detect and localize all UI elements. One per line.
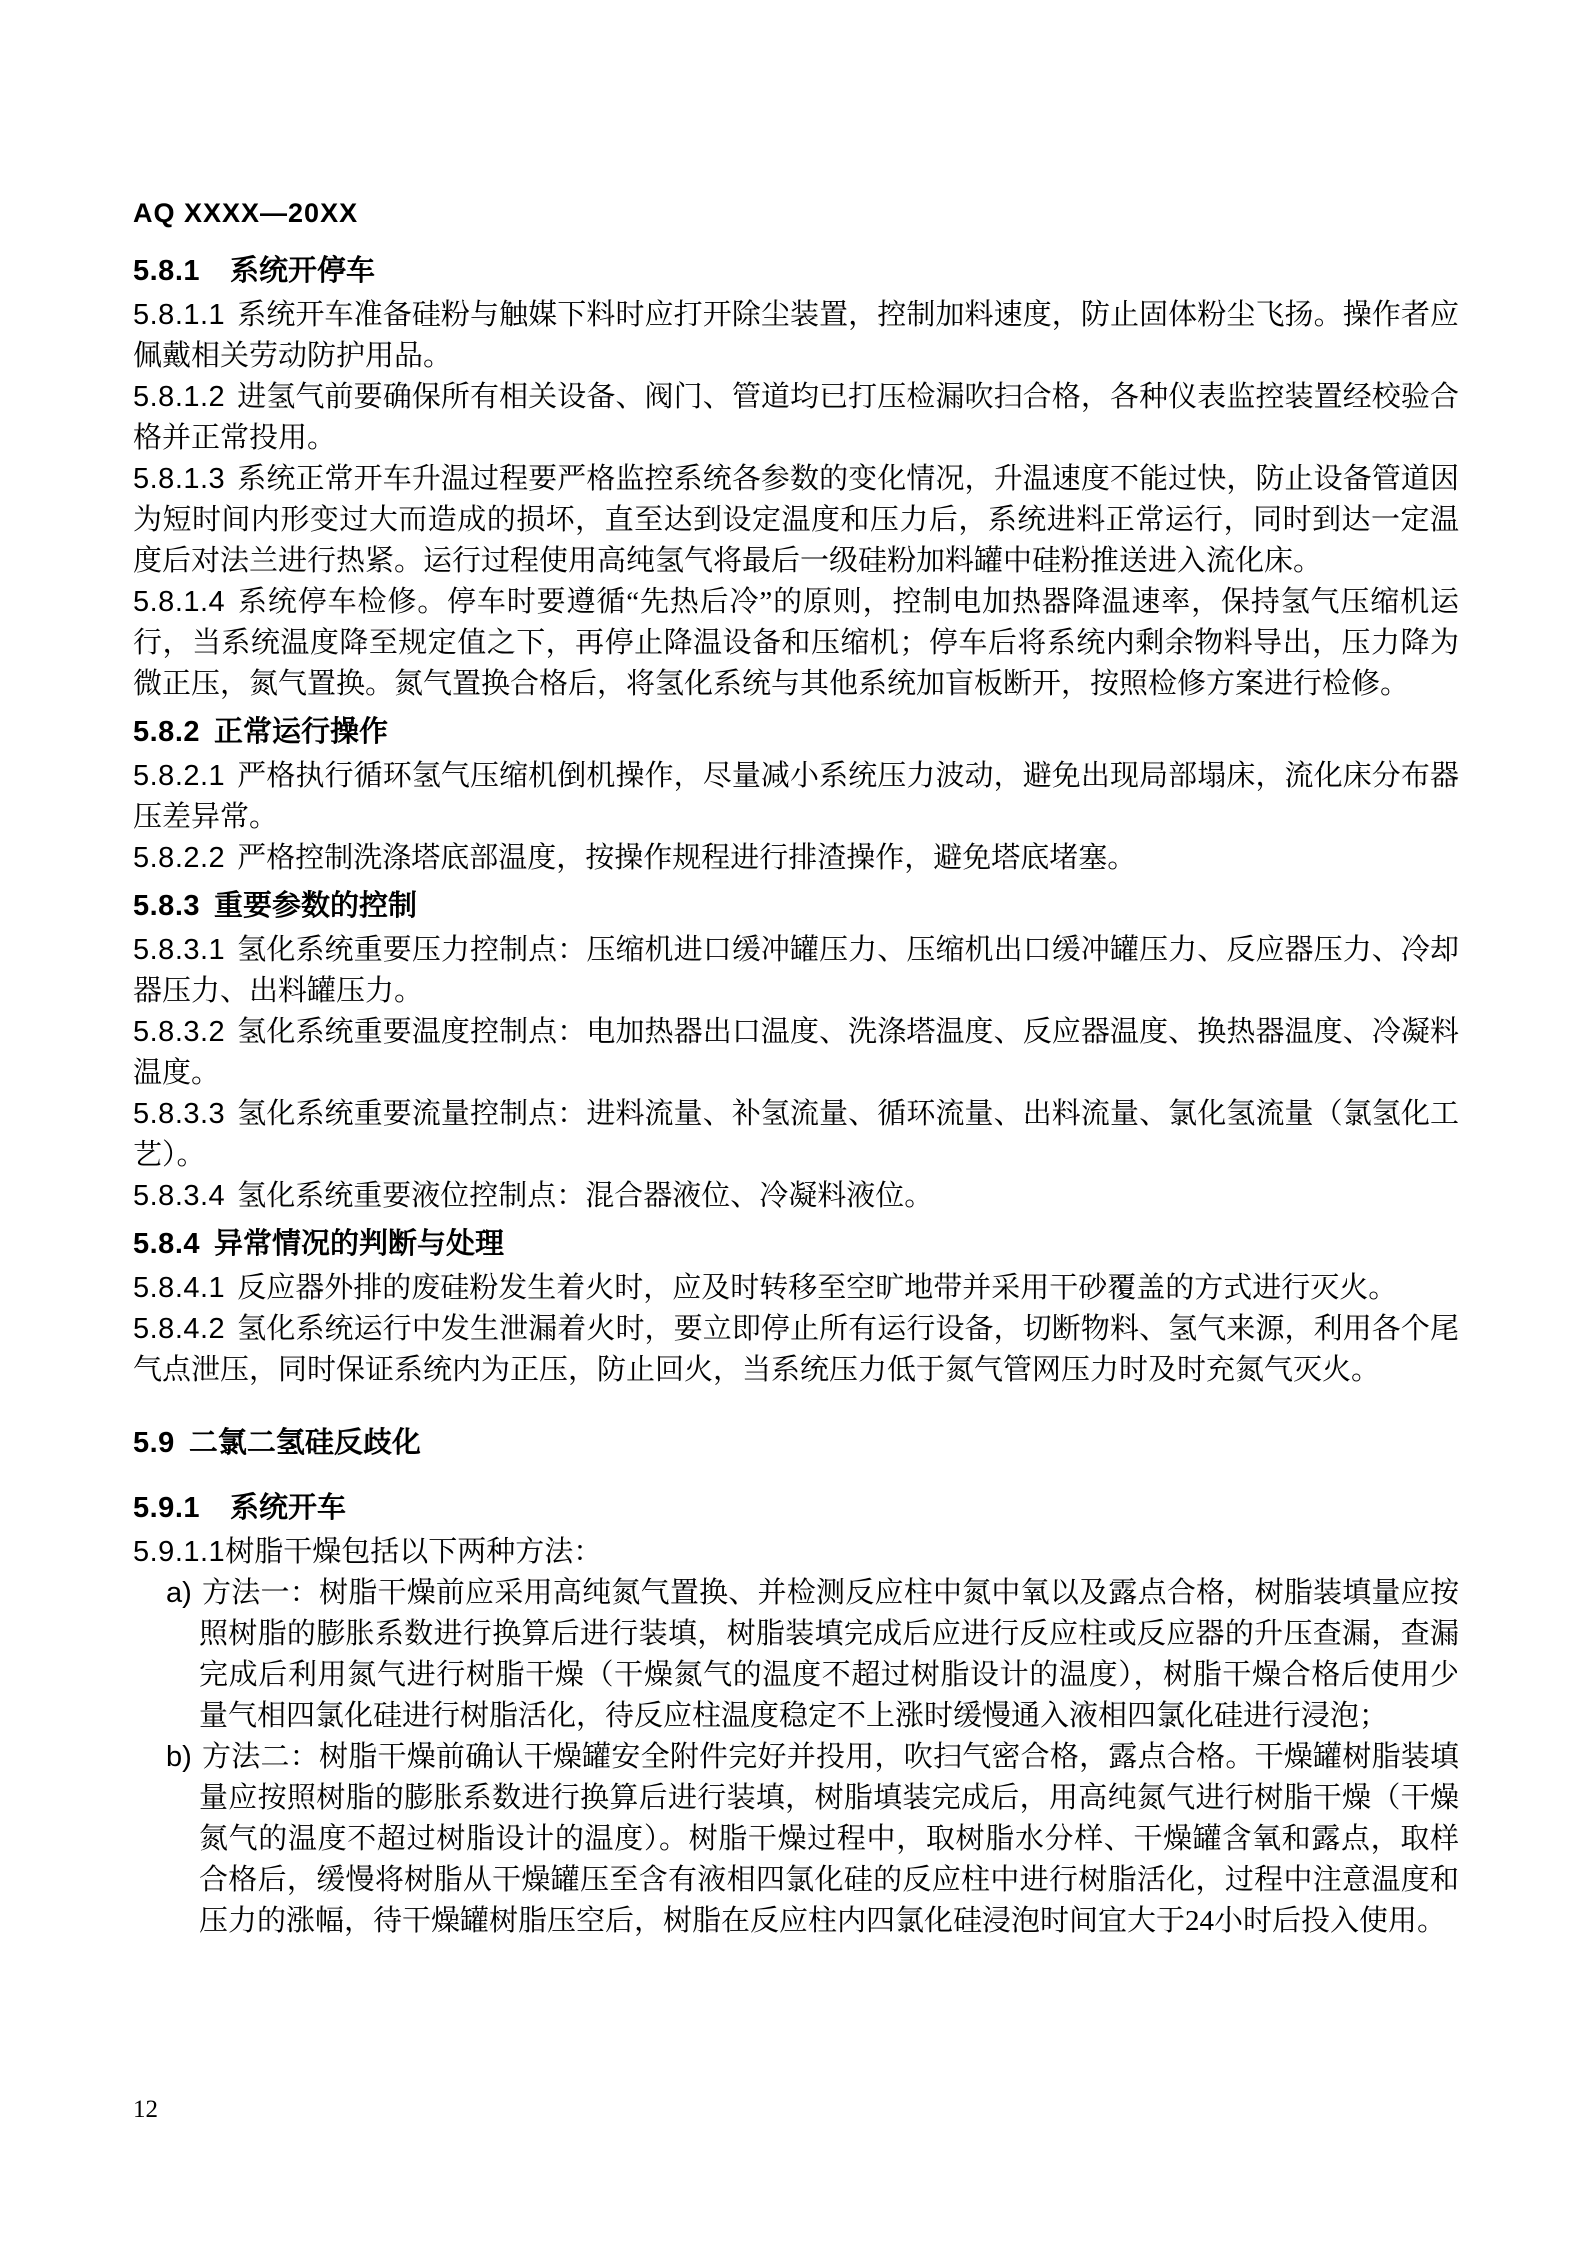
heading-title: 正常运行操作 [214, 716, 389, 748]
clause-5-8-1-1 [133, 295, 1459, 377]
clause-5-8-2-1 [133, 756, 1459, 838]
clause-number: 5.8.1.3 [133, 463, 226, 495]
clause-number: 5.8.3.1 [133, 934, 226, 966]
heading-5-8-1 [133, 251, 1459, 292]
clause-5-8-4-2 [133, 1309, 1459, 1391]
clause-text: 氢化系统重要温度控制点：电加热器出口温度、洗涤塔温度、反应器温度、换热器温度、冷凝料温度。 [133, 1016, 1459, 1089]
clause-number: 5.8.3 [133, 890, 200, 922]
heading-5-8-2 [133, 712, 1459, 753]
clause-text: 树脂干燥包括以下两种方法： [225, 1536, 603, 1568]
clause-number: 5.8.4.2 [133, 1313, 226, 1345]
clause-5-9-1-1 [133, 1532, 1459, 1573]
heading-title: 二氯二氢硅反歧化 [188, 1427, 421, 1459]
heading-5-8-3 [133, 886, 1459, 927]
document-body [133, 244, 1459, 1942]
clause-5-8-4-1 [133, 1268, 1459, 1309]
clause-number: 5.8.2.2 [133, 842, 226, 874]
clause-number: 5.8.3.3 [133, 1098, 226, 1130]
heading-5-8-4 [133, 1224, 1459, 1265]
clause-5-8-2-2 [133, 838, 1459, 879]
list-text: 方法一：树脂干燥前应采用高纯氮气置换、并检测反应柱中氮中氧以及露点合格，树脂装填量应按照树脂的膨胀系数进行换算后进行装填，树脂装填完成后应进行反应柱或反应器的升压查漏，查漏完成后利用氮气进行树脂干燥（干燥氮气的温度不超过树脂设计的温度），树脂干燥合格后使用少量气相四氯化硅进行树脂活化，待反应柱温度稳定不上涨时缓慢通入液相四氯化硅进行浸泡； [199, 1577, 1459, 1732]
page-number: 12 [133, 2096, 158, 2123]
clause-number: 5.8.1 [133, 255, 200, 287]
clause-text: 氢化系统重要液位控制点：混合器液位、冷凝料液位。 [237, 1180, 934, 1212]
heading-title: 异常情况的判断与处理 [214, 1228, 505, 1260]
clause-number: 5.9.1.1 [133, 1536, 226, 1568]
clause-text: 系统开车准备硅粉与触媒下料时应打开除尘装置，控制加料速度，防止固体粉尘飞扬。操作者应佩戴相关劳动防护用品。 [133, 299, 1459, 372]
clause-text: 氢化系统重要压力控制点：压缩机进口缓冲罐压力、压缩机出口缓冲罐压力、反应器压力、冷却器压力、出料罐压力。 [133, 934, 1459, 1007]
section-heading-5-9 [133, 1423, 1459, 1464]
heading-title: 系统开停车 [230, 255, 376, 287]
heading-title: 重要参数的控制 [214, 890, 418, 922]
clause-5-8-1-2 [133, 377, 1459, 459]
clause-5-8-3-4 [133, 1176, 1459, 1217]
list-text: 方法二：树脂干燥前确认干燥罐安全附件完好并投用，吹扫气密合格，露点合格。干燥罐树脂装填量应按照树脂的膨胀系数进行换算后进行装填，树脂填装完成后，用高纯氮气进行树脂干燥（干燥氮气的温度不超过树脂设计的温度）。树脂干燥过程中，取树脂水分样、干燥罐含氧和露点，取样合格后，缓慢将树脂从干燥罐压至含有液相四氯化硅的反应柱中进行树脂活化，过程中注意温度和压力的涨幅，待干燥罐树脂压空后，树脂在反应柱内四氯化硅浸泡时间宜大于24小时后投入使用。 [199, 1741, 1459, 1937]
clause-5-8-3-3 [133, 1094, 1459, 1176]
clause-number: 5.8.3.4 [133, 1180, 226, 1212]
clause-text: 进氢气前要确保所有相关设备、阀门、管道均已打压检漏吹扫合格，各种仪表监控装置经校验合格并正常投用。 [133, 381, 1459, 454]
clause-text: 系统正常开车升温过程要严格监控系统各参数的变化情况，升温速度不能过快，防止设备管道因为短时间内形变过大而造成的损坏，直至达到设定温度和压力后，系统进料正常运行，同时到达一定温度后对法兰进行热紧。运行过程使用高纯氢气将最后一级硅粉加料罐中硅粉推送进入流化床。 [133, 463, 1459, 577]
clause-number: 5.9 [133, 1427, 175, 1459]
list-label: a) [166, 1577, 192, 1609]
clause-number: 5.8.4.1 [133, 1272, 226, 1304]
clause-number: 5.8.1.2 [133, 381, 226, 413]
clause-text: 氢化系统运行中发生泄漏着火时，要立即停止所有运行设备，切断物料、氢气来源，利用各个尾气点泄压，同时保证系统内为正压，防止回火，当系统压力低于氮气管网压力时及时充氮气灭火。 [133, 1313, 1459, 1386]
clause-5-8-1-3 [133, 459, 1459, 582]
clause-number: 5.8.2 [133, 716, 200, 748]
heading-title: 系统开车 [230, 1492, 347, 1524]
clause-5-8-1-4 [133, 582, 1459, 705]
clause-number: 5.9.1 [133, 1492, 200, 1524]
heading-5-9-1 [133, 1488, 1459, 1529]
list-label: b) [166, 1741, 192, 1773]
clause-text: 严格执行循环氢气压缩机倒机操作，尽量减小系统压力波动，避免出现局部塌床，流化床分布器压差异常。 [133, 760, 1459, 833]
clause-text: 系统停车检修。停车时要遵循“先热后冷”的原则，控制电加热器降温速率，保持氢气压缩机运行，当系统温度降至规定值之下，再停止降温设备和压缩机；停车后将系统内剩余物料导出，压力降为微正压，氮气置换。氮气置换合格后，将氢化系统与其他系统加盲板断开，按照检修方案进行检修。 [133, 586, 1459, 700]
running-header: AQ XXXX—20XX [133, 198, 359, 228]
clause-number: 5.8.1.1 [133, 299, 226, 331]
clause-number: 5.8.3.2 [133, 1016, 226, 1048]
clause-number: 5.8.1.4 [133, 586, 226, 618]
clause-number: 5.8.2.1 [133, 760, 226, 792]
clause-text: 严格控制洗涤塔底部温度，按操作规程进行排渣操作，避免塔底堵塞。 [237, 842, 1137, 874]
clause-number: 5.8.4 [133, 1228, 200, 1260]
clause-5-8-3-2 [133, 1012, 1459, 1094]
clause-text: 氢化系统重要流量控制点：进料流量、补氢流量、循环流量、出料流量、氯化氢流量（氯氢化工艺）。 [133, 1098, 1459, 1171]
list-item-a [133, 1573, 1459, 1737]
list-item-b [133, 1737, 1459, 1942]
clause-text: 反应器外排的废硅粉发生着火时，应及时转移至空旷地带并采用干砂覆盖的方式进行灭火。 [237, 1272, 1398, 1304]
clause-5-8-3-1 [133, 930, 1459, 1012]
